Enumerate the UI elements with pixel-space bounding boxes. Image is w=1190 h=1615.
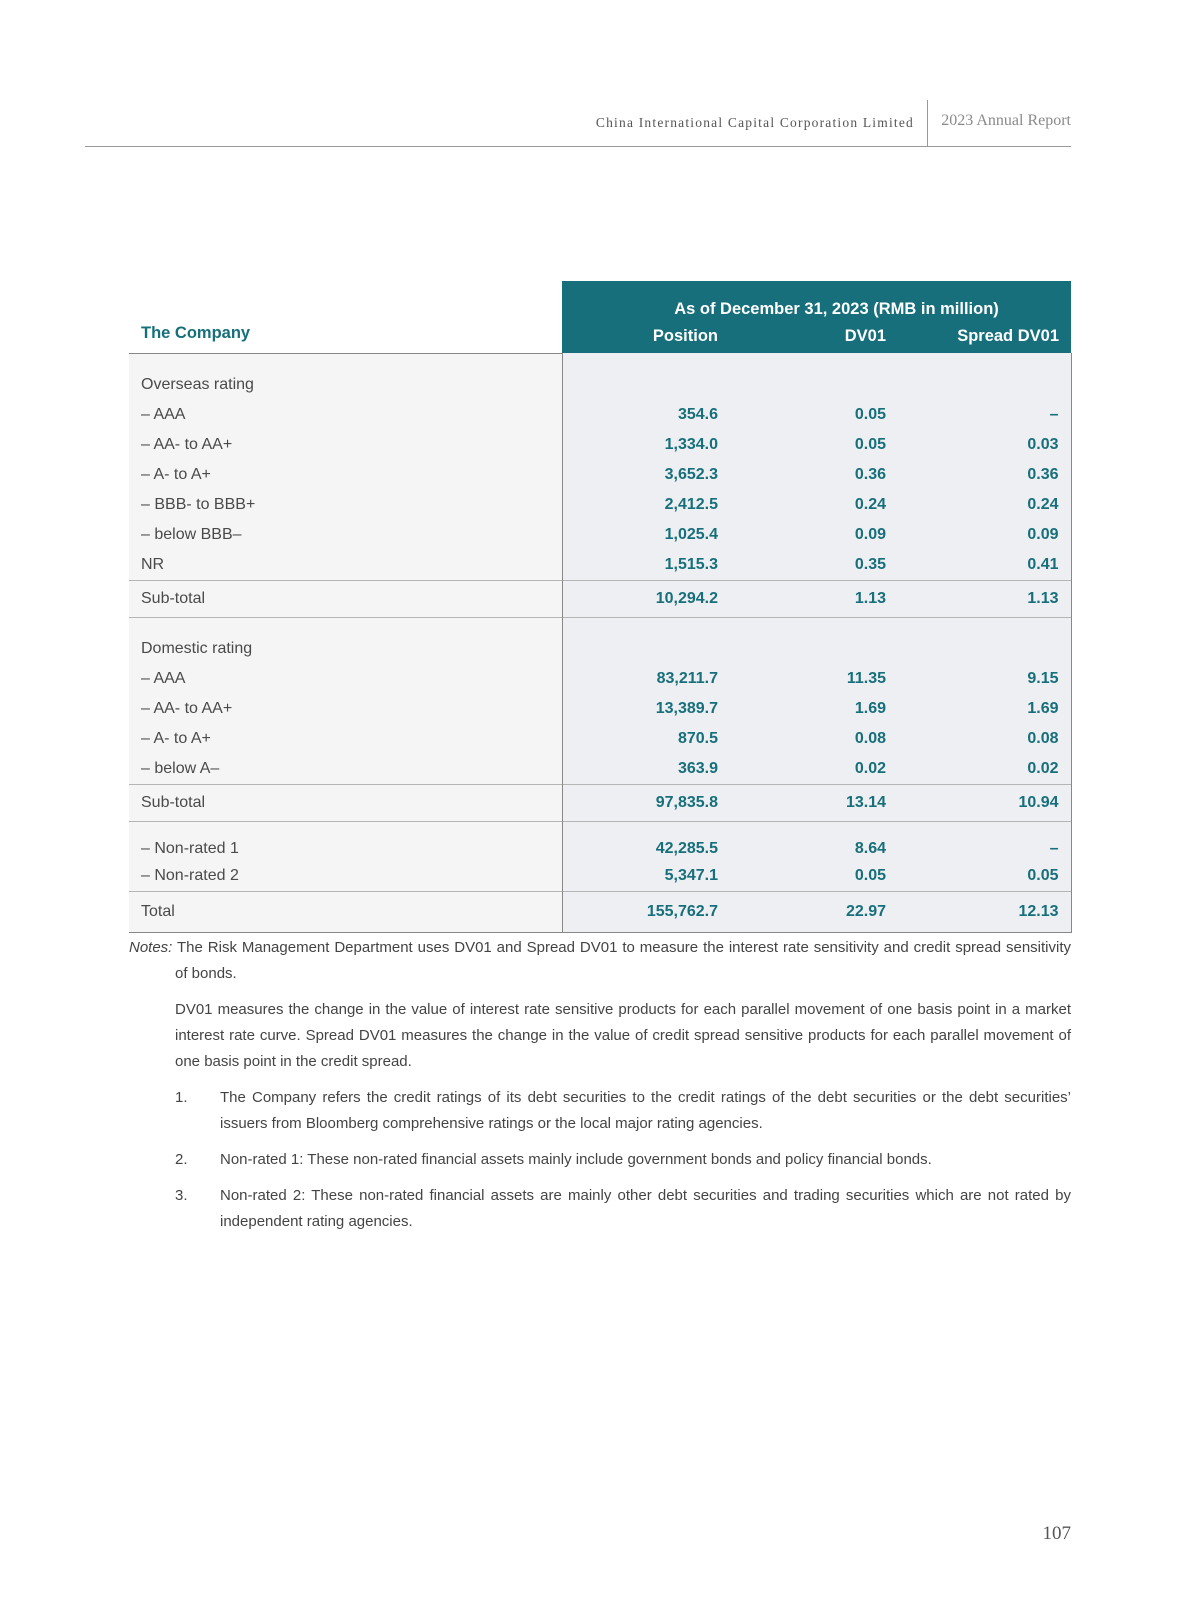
cell-spread-dv01: 0.05	[898, 861, 1071, 892]
notes-lead: Notes:	[129, 939, 173, 956]
notes-dv01-paragraph: DV01 measures the change in the value of interest rate sensitive products for each parallel movement of one basis point in a market interest rate curve. Spread DV01 measures the change in the value of credit spread sensitive products for each parallel movement of one basis point in the credit spread.	[175, 1001, 1071, 1070]
cell-dv01	[730, 617, 898, 664]
column-header-dv01: DV01	[730, 319, 898, 353]
table-row	[129, 694, 1071, 724]
column-header-position: Position	[562, 319, 730, 353]
cell-dv01: 13.14	[730, 784, 898, 821]
cell-position: 1,025.4	[562, 520, 730, 550]
subtotal-row	[129, 784, 1071, 821]
row-label: – A- to A+	[129, 724, 562, 754]
cell-position: 3,652.3	[562, 460, 730, 490]
cell-dv01: 0.08	[730, 724, 898, 754]
header-report-title: 2023 Annual Report	[941, 112, 1071, 129]
cell-position	[562, 617, 730, 664]
cell-position: 870.5	[562, 724, 730, 754]
table-company-header: The Company	[129, 281, 562, 353]
cell-spread-dv01: 1.69	[898, 694, 1071, 724]
row-label: – Non-rated 1	[129, 821, 562, 861]
cell-spread-dv01: 0.24	[898, 490, 1071, 520]
cell-dv01: 0.05	[730, 430, 898, 460]
table-row	[129, 520, 1071, 550]
row-label: Overseas rating	[129, 353, 562, 400]
cell-dv01: 0.05	[730, 400, 898, 430]
page-number: 107	[1042, 1523, 1071, 1544]
table-row	[129, 490, 1071, 520]
cell-position: 1,515.3	[562, 550, 730, 581]
table-row	[129, 617, 1071, 664]
row-label: Sub-total	[129, 784, 562, 821]
cell-dv01: 0.36	[730, 460, 898, 490]
cell-dv01: 0.02	[730, 754, 898, 785]
cell-spread-dv01: 0.36	[898, 460, 1071, 490]
cell-spread-dv01: 0.41	[898, 550, 1071, 581]
cell-position: 155,762.7	[562, 891, 730, 932]
table-row	[129, 353, 1071, 400]
cell-spread-dv01: 1.13	[898, 580, 1071, 617]
rating-sensitivity-table	[129, 281, 1071, 933]
row-label: – AA- to AA+	[129, 430, 562, 460]
note-item-number: 3.	[175, 1187, 188, 1204]
cell-dv01: 1.69	[730, 694, 898, 724]
row-label: – BBB- to BBB+	[129, 490, 562, 520]
cell-dv01: 22.97	[730, 891, 898, 932]
notes-first-text: The Risk Management Department uses DV01 and Spread DV01 to measure the interest rate sensitivity and credit spread sensitivity of bonds.	[175, 939, 1071, 982]
cell-position: 83,211.7	[562, 664, 730, 694]
table-row	[129, 460, 1071, 490]
cell-spread-dv01: –	[898, 400, 1071, 430]
header-divider	[927, 100, 928, 146]
subtotal-row	[129, 580, 1071, 617]
cell-position: 363.9	[562, 754, 730, 785]
cell-spread-dv01: 0.03	[898, 430, 1071, 460]
note-item-text: Non-rated 2: These non-rated financial assets are mainly other debt securities and trading securities which are not rated by independent rating agencies.	[220, 1187, 1071, 1230]
cell-dv01: 0.35	[730, 550, 898, 581]
row-label: – A- to A+	[129, 460, 562, 490]
cell-spread-dv01: 9.15	[898, 664, 1071, 694]
note-item	[129, 1183, 1071, 1235]
table-row	[129, 861, 1071, 892]
table-row	[129, 754, 1071, 785]
table-row	[129, 430, 1071, 460]
cell-position	[562, 353, 730, 400]
table-row	[129, 724, 1071, 754]
cell-spread-dv01: 12.13	[898, 891, 1071, 932]
row-label: Total	[129, 891, 562, 932]
cell-dv01: 1.13	[730, 580, 898, 617]
cell-position: 42,285.5	[562, 821, 730, 861]
row-label: – Non-rated 2	[129, 861, 562, 892]
note-item	[129, 1085, 1071, 1137]
cell-position: 1,334.0	[562, 430, 730, 460]
cell-position: 5,347.1	[562, 861, 730, 892]
row-label: – AA- to AA+	[129, 694, 562, 724]
cell-dv01: 0.24	[730, 490, 898, 520]
cell-dv01	[730, 353, 898, 400]
table-row	[129, 664, 1071, 694]
cell-spread-dv01	[898, 617, 1071, 664]
note-item-number: 2.	[175, 1151, 188, 1168]
column-header-spread-dv01: Spread DV01	[898, 319, 1071, 353]
row-label: Sub-total	[129, 580, 562, 617]
row-label: Domestic rating	[129, 617, 562, 664]
cell-spread-dv01	[898, 353, 1071, 400]
table-row	[129, 550, 1071, 581]
table-as-of-header: As of December 31, 2023 (RMB in million)	[562, 281, 1071, 319]
note-item-number: 1.	[175, 1089, 188, 1106]
cell-dv01: 11.35	[730, 664, 898, 694]
row-label: – AAA	[129, 400, 562, 430]
cell-position: 354.6	[562, 400, 730, 430]
header-company-name: China International Capital Corporation Limited	[595, 115, 914, 130]
cell-position: 10,294.2	[562, 580, 730, 617]
table-row	[129, 821, 1071, 861]
cell-position: 13,389.7	[562, 694, 730, 724]
cell-position: 2,412.5	[562, 490, 730, 520]
row-label: NR	[129, 550, 562, 581]
notes-first-paragraph	[129, 935, 1071, 987]
page-header	[85, 100, 1071, 147]
cell-dv01: 0.05	[730, 861, 898, 892]
row-label: – AAA	[129, 664, 562, 694]
notes-section	[129, 935, 1071, 1235]
cell-spread-dv01: 0.09	[898, 520, 1071, 550]
note-item-text: Non-rated 1: These non-rated financial assets mainly include government bonds and policy financial bonds.	[220, 1151, 932, 1168]
cell-spread-dv01: 10.94	[898, 784, 1071, 821]
cell-position: 97,835.8	[562, 784, 730, 821]
total-row	[129, 891, 1071, 932]
note-item-text: The Company refers the credit ratings of its debt securities to the credit ratings of the debt securities or the debt securities’ issuers from Bloomberg comprehensive ratings or the local major rating agencies.	[220, 1089, 1071, 1132]
row-label: – below BBB–	[129, 520, 562, 550]
cell-spread-dv01: 0.02	[898, 754, 1071, 785]
cell-spread-dv01: 0.08	[898, 724, 1071, 754]
cell-spread-dv01: –	[898, 821, 1071, 861]
cell-dv01: 8.64	[730, 821, 898, 861]
note-item	[129, 1147, 1071, 1173]
row-label: – below A–	[129, 754, 562, 785]
table-row	[129, 400, 1071, 430]
cell-dv01: 0.09	[730, 520, 898, 550]
